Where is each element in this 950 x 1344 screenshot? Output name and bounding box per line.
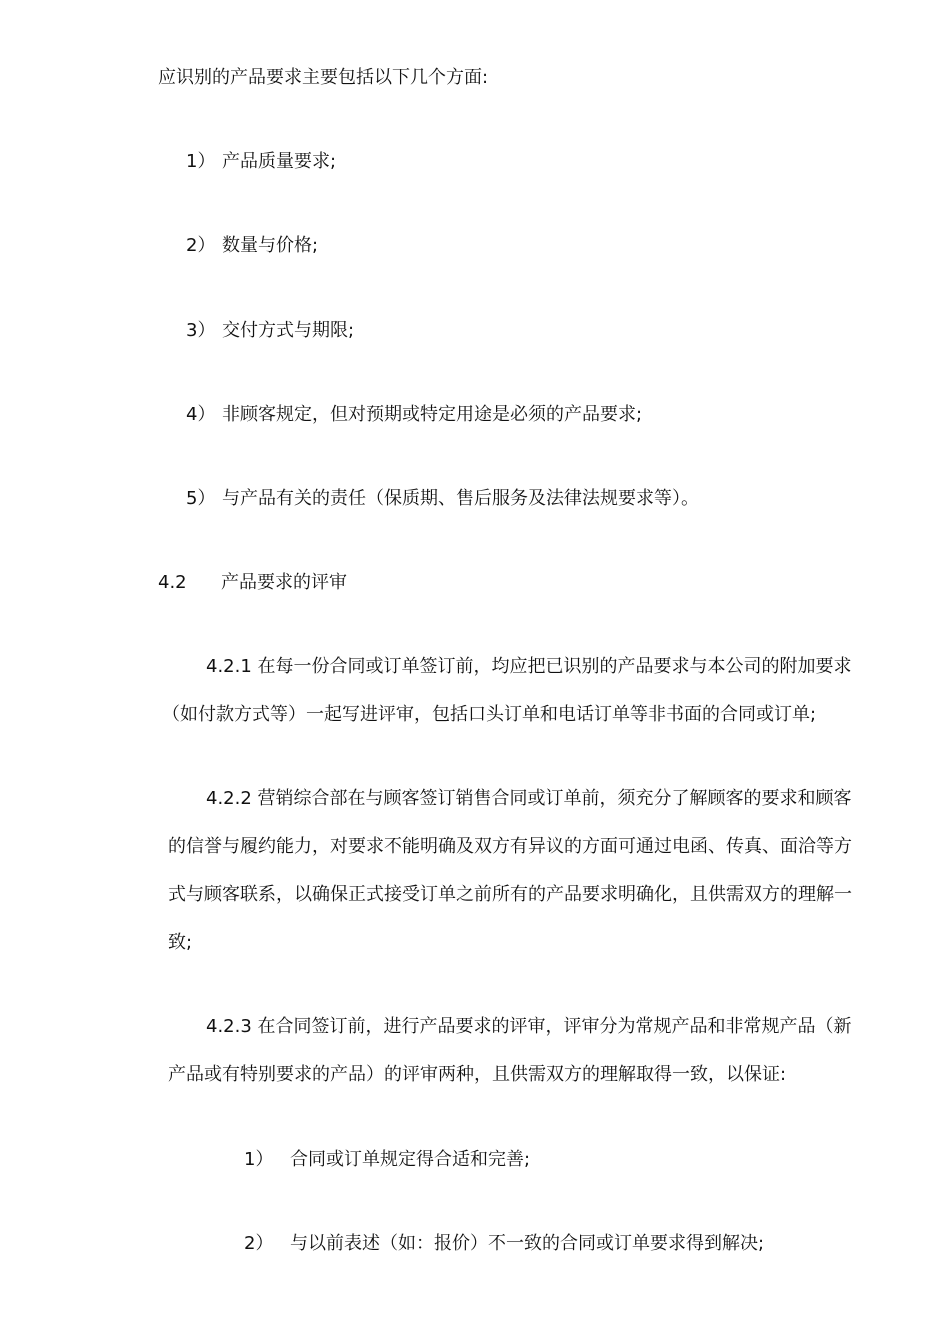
paragraph-line: 式与顾客联系，以确保正式接受订单之前所有的产品要求明确化，且供需双方的理解一 <box>168 884 852 905</box>
list-item-text: 交付方式与期限; <box>222 320 355 341</box>
list-item-number: 5） <box>186 488 216 509</box>
paragraph-line: 4.2.3 在合同签订前，进行产品要求的评审，评审分为常规产品和非常规产品（新 <box>206 1016 852 1037</box>
list-item-number: 1） <box>186 151 216 172</box>
sub-list-item <box>244 1232 764 1256</box>
list-item <box>186 234 318 258</box>
section-heading <box>158 571 347 595</box>
sub-list-item-number: 1） <box>244 1149 274 1170</box>
list-item-text: 数量与价格; <box>222 235 319 256</box>
section-number: 4.2 <box>158 572 187 593</box>
list-item <box>186 150 336 174</box>
intro-text: 应识别的产品要求主要包括以下几个方面: <box>158 67 489 88</box>
list-item <box>186 319 354 343</box>
list-item-number: 2） <box>186 235 216 256</box>
sub-list-item-text: 与以前表述（如：报价）不一致的合同或订单要求得到解决; <box>290 1233 765 1254</box>
paragraph-line: 致; <box>168 932 193 953</box>
list-item-text: 与产品有关的责任（保质期、售后服务及法律法规要求等）。 <box>222 488 699 509</box>
section-title: 产品要求的评审 <box>221 572 347 593</box>
paragraph-line: （如付款方式等）一起写进评审，包括口头订单和电话订单等非书面的合同或订单; <box>162 704 817 725</box>
paragraph-line: 产品或有特别要求的产品）的评审两种，且供需双方的理解取得一致，以保证: <box>168 1064 787 1085</box>
paragraph-line: 4.2.2 营销综合部在与顾客签订销售合同或订单前，须充分了解顾客的要求和顾客 <box>206 788 852 809</box>
paragraph-line: 的信誉与履约能力，对要求不能明确及双方有异议的方面可通过电函、传真、面洽等方 <box>168 836 852 857</box>
list-item-number: 3） <box>186 320 216 341</box>
list-item-text: 产品质量要求; <box>222 151 337 172</box>
sub-list-item <box>244 1148 530 1172</box>
list-item <box>186 403 642 427</box>
sub-list-item-text: 合同或订单规定得合适和完善; <box>290 1149 531 1170</box>
sub-list-item-number: 2） <box>244 1233 274 1254</box>
paragraph-line: 4.2.1 在每一份合同或订单签订前，均应把已识别的产品要求与本公司的附加要求 <box>206 656 852 677</box>
list-item <box>186 487 699 511</box>
list-item-number: 4） <box>186 404 216 425</box>
list-item-text: 非顾客规定，但对预期或特定用途是必须的产品要求; <box>222 404 643 425</box>
